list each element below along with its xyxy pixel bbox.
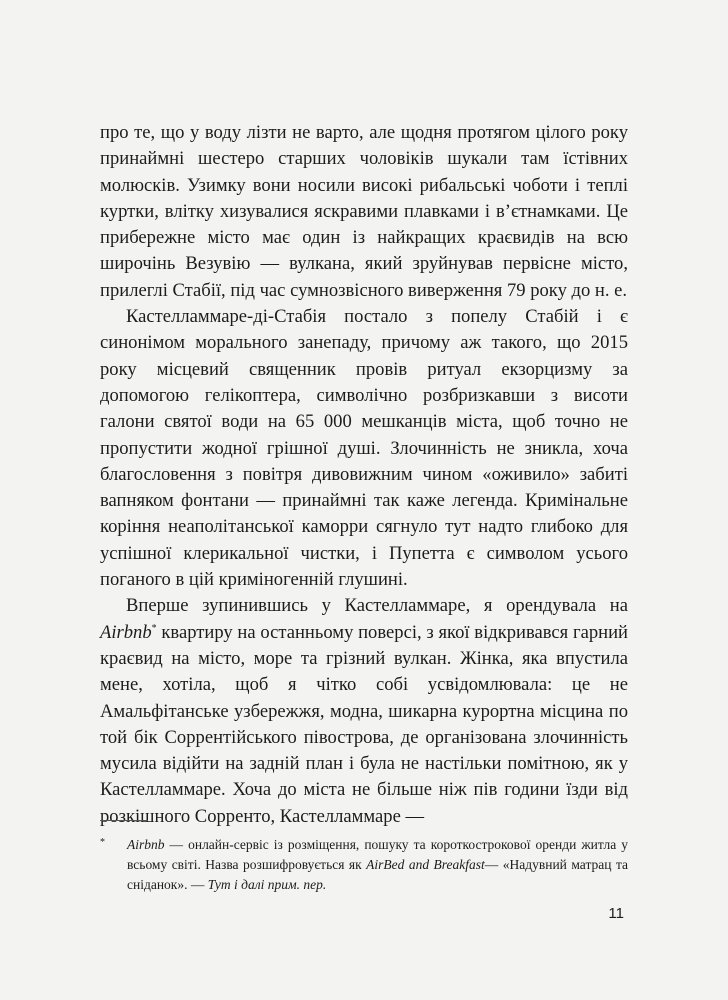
- airbnb-term: Airbnb: [100, 621, 152, 643]
- footnote-reference: *: [151, 622, 157, 634]
- paragraph-1: про те, що у воду лізти не варто, але щодня протягом цілого року принаймні шестеро старших чоловіків шукали там їстівних молюсків. Узимку вони носили високі рибальські чоботи і теплі куртки, влітку хизувалися яскравими плавками і в’єтнамками. Це прибережне місто має один із найкращих краєвидів на всю широчінь Везувію — вулкана, який зруйнував первісне місто, прилеглі Стабії, під час сумнозвісного виверження 79 року до н. е.: [100, 122, 628, 301]
- footnote-translator-note: Тут і далі прим. пер.: [207, 877, 327, 892]
- footnote: [100, 835, 628, 895]
- paragraph-2: Кастелламмаре-ді-Стабія постало з попелу Стабій і є синонімом морального занепаду, причому аж такого, що 2015 року місцевий священник провів ритуал екзорцизму за допомогою гелікоптера, символічно розбризкавши з висоти галони святої води на 65 000 мешканців міста, щоб точно не пропустити жодної грішної душі. Злочинність не зникла, хоча благословення з повітря дивовижним чином «оживило» забиті вапняком фонтани — принаймні так каже легенда. Кримінальне коріння неаполітанської каморри сягнуло тут надто глибоко для успішної клерикальної чистки, і Пупетта є символом усього поганого в цій криміногенній глушині.: [100, 306, 628, 591]
- footnote-divider: [100, 820, 148, 821]
- footnote-mark: *: [100, 837, 105, 848]
- footnote-text: [127, 835, 628, 895]
- paragraph-3-rest: квартиру на останньому поверсі, з якої відкривався гарний краєвид на місто, море та грізний вулкан. Жінка, яка впустила мене, хотіла, щоб я чітко собі усвідомлювала: це не Амальфітанське узбережжя, модна, шикарна курортна місцина по той бік Соррентійського півострова, де організована злочинність мусила відійти на задній план і була не настільки помітною, як у Кастелламмаре. Хоча до міста не більше ніж пів години їзди від розкішного Сорренто, Кастелламмаре —: [100, 621, 628, 827]
- paragraph-3-start: Вперше зупинившись у Кастелламмаре, я орендувала на: [126, 595, 628, 617]
- footnote-text-1: — онлайн-сервіс із розміщення, пошуку та короткострокової оренди житла у всьому світі. Назва розшифровується як: [127, 837, 628, 872]
- footnote-term: Airbnb: [127, 837, 165, 852]
- paragraph-3: [100, 593, 628, 830]
- body-text: [100, 120, 628, 830]
- footnote-term-2: AirBed and Breakfast: [366, 857, 485, 872]
- footnote-text-2: — «Надувний матрац та сніданок». —: [127, 857, 628, 892]
- page-number: 11: [608, 905, 624, 922]
